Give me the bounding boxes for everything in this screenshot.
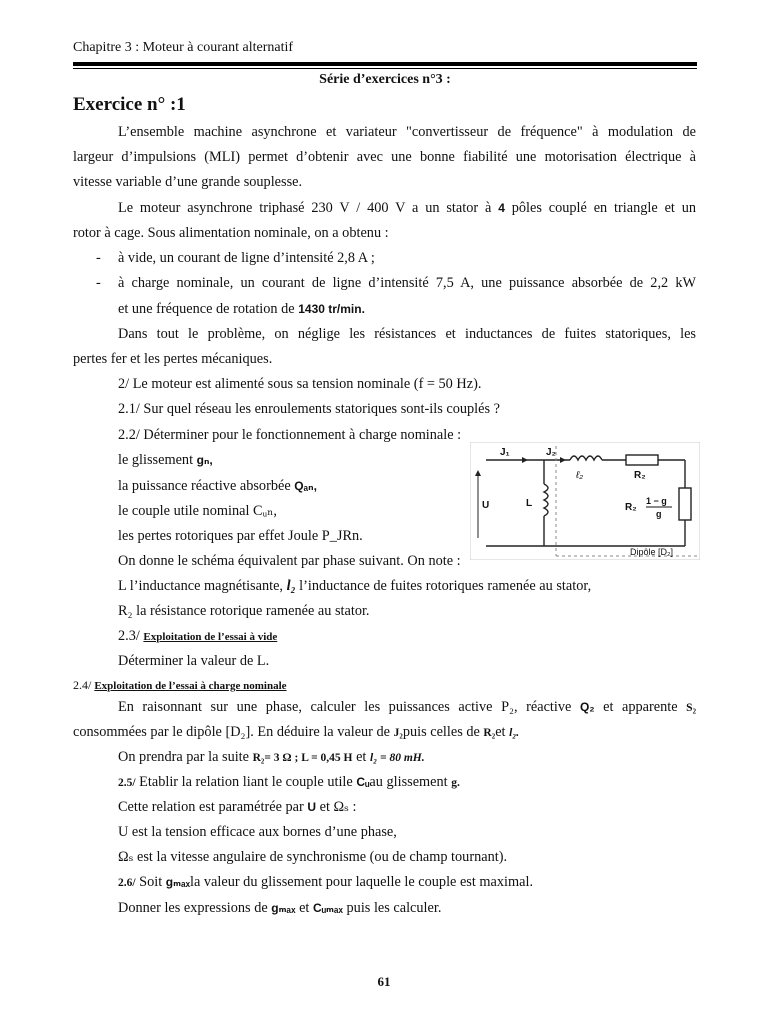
label-r2-load: R₂	[625, 502, 637, 513]
pole-count: 4	[498, 201, 505, 215]
values-l2: l₂ = 80 mH.	[369, 752, 425, 764]
label-j2: J₂	[546, 447, 557, 458]
label-fraction-den: g	[656, 509, 662, 519]
chapter-header: Chapitre 3 : Moteur à courant alternatif	[73, 40, 294, 55]
q2-4	[73, 676, 287, 695]
list-item-reactive	[118, 477, 317, 495]
param-and: et	[319, 799, 330, 815]
q2-3	[118, 627, 277, 646]
list-item-slip	[118, 451, 213, 469]
list-text: la puissance réactive absorbée	[118, 478, 291, 494]
exercise-title: Exercice n° :1	[73, 94, 186, 115]
final-text: Donner les expressions de	[118, 900, 268, 916]
symbol-gmax: gₘₐₓ	[165, 875, 190, 889]
p2-line-2: rotor à cage. Sous alimentation nominale, on a obtenu :	[73, 225, 389, 241]
header-rule	[73, 62, 697, 66]
p1-line-3: vitesse variable d’une grande souplesse.	[73, 174, 303, 190]
schema-line: On donne le schéma équivalent par phase suivant. On note :	[118, 553, 461, 569]
symbol-gmax: gₘₐₓ	[271, 901, 296, 915]
symbol-cu: Cᵤ	[356, 775, 370, 789]
q2-2: 2.2/ Déterminer pour le fonctionnement à charge nominale :	[118, 427, 462, 443]
q2-4-line-1	[118, 698, 696, 717]
q2-4-number: 2.4/	[73, 678, 92, 692]
bullet-1: à vide, un courant de ligne d’intensité 2,8 A ;	[118, 250, 375, 266]
q2-4-text: En raisonnant sur une phase, calculer les puissances active P₂, réactive	[118, 699, 572, 715]
inductance-line	[118, 577, 591, 595]
q2-1: 2.1/ Sur quel réseau les enroulements statoriques sont-ils couplés ?	[118, 401, 500, 417]
q2-5	[118, 773, 460, 792]
q2-3-title: Exploitation de l’essai à vide	[143, 631, 278, 643]
bullet-dash: -	[96, 275, 101, 291]
list-item-joule: les pertes rotoriques par effet Joule P_JRn.	[118, 528, 363, 544]
list-item-torque: le couple utile nominal Cᵤₙ,	[118, 503, 277, 519]
q2: 2/ Le moteur est alimenté sous sa tension nominale (f = 50 Hz).	[118, 376, 482, 392]
p3-line-2: pertes fer et les pertes mécaniques.	[73, 351, 273, 367]
resistance-line: R₂ la résistance rotorique ramenée au stator.	[118, 603, 370, 619]
omega-definition: Ωₛ est la vitesse angulaire de synchronisme (ou de champ tournant).	[118, 849, 508, 865]
equivalent-circuit-diagram	[470, 442, 700, 560]
label-l2: ℓ₂	[576, 470, 584, 481]
symbol-gn: gₙ,	[196, 453, 213, 467]
final-and: et	[299, 900, 310, 916]
inductance-text-b: l’inductance de fuites rotoriques ramenée au stator,	[299, 578, 592, 594]
symbol-l2: l₂	[286, 578, 296, 594]
q2-6-text: Soit	[139, 874, 163, 890]
param-text: Cette relation est paramétrée par	[118, 799, 304, 815]
symbol-u: U	[307, 800, 317, 814]
symbol-s2: S₂	[686, 702, 697, 714]
inductance-text: L l’inductance magnétisante,	[118, 578, 284, 594]
q2-4-text-b: et apparente	[603, 699, 678, 715]
u-definition: U est la tension efficace aux bornes d’une phase,	[118, 824, 397, 840]
bullet-dash: -	[96, 250, 101, 266]
values-text: On prendra par la suite	[118, 749, 250, 765]
param-line	[118, 798, 357, 816]
label-r2: R₂	[634, 470, 646, 481]
q2-5-number: 2.5/	[118, 777, 136, 789]
symbol-g: g.	[451, 777, 460, 789]
q2-4-title: Exploitation de l’essai à charge nominale	[94, 680, 287, 692]
final-text-b: puis les calculer.	[346, 900, 442, 916]
symbol-omega-s: Ωₛ :	[333, 799, 357, 815]
p2-text-b: pôles couplé en triangle et un	[511, 200, 697, 216]
q2-6	[118, 873, 533, 892]
symbol-j2: J₂	[393, 727, 403, 739]
series-title: Série d’exercices n°3 :	[319, 72, 451, 87]
q2-5-text-b: au glissement	[369, 774, 448, 790]
p2-text: Le moteur asynchrone triphasé 230 V / 400 V a un stator à	[118, 200, 492, 216]
symbol-cumax: Cᵤₘₐₓ	[312, 901, 343, 915]
q2-3-text: Déterminer la valeur de L.	[118, 653, 270, 669]
q2-3-number: 2.3/	[118, 628, 140, 644]
q2-4-text-e: et	[495, 724, 506, 740]
values-r2-l: R₂= 3 Ω ; L = 0,45 H	[252, 752, 353, 764]
q2-4-text-c: puis celles de	[402, 724, 480, 740]
label-dipole: Dipôle [D₂]	[630, 547, 674, 557]
bullet-2-cont	[118, 300, 365, 318]
p1-line-1: L’ensemble machine asynchrone et variateur "convertisseur de fréquence" à modulation de	[118, 124, 696, 140]
values-and: et	[356, 749, 367, 765]
q2-6-text-b: la valeur du glissement pour laquelle le couple est maximal.	[190, 874, 534, 890]
label-l: L	[526, 498, 533, 509]
symbol-qan: Qₐₙ,	[294, 479, 317, 493]
label-u: U	[482, 500, 490, 511]
label-j1: J₁	[500, 447, 510, 458]
symbol-q2: Q₂	[579, 700, 595, 714]
bullet-2-text: et une fréquence de rotation de	[118, 301, 295, 317]
p3-line-1: Dans tout le problème, on néglige les résistances et inductances de fuites statoriques, les	[118, 326, 696, 342]
q2-4-text: consommées par le dipôle [D₂]. En déduire la valeur de	[73, 724, 391, 740]
page-number: 61	[377, 974, 391, 989]
bullet-2: à charge nominale, un courant de ligne d’intensité 7,5 A, une puissance absorbée de 2,2 kW	[118, 275, 696, 291]
q2-6-number: 2.6/	[118, 877, 136, 889]
values-line	[118, 748, 425, 767]
p2-line-1	[118, 199, 696, 217]
q2-5-text: Etablir la relation liant le couple utile	[139, 774, 353, 790]
rotation-speed: 1430 tr/min.	[298, 302, 365, 316]
p1-line-2: largeur d’impulsions (MLI) permet d’obtenir avec une bonne fiabilité une motorisation électrique à	[73, 149, 696, 165]
list-text: le glissement	[118, 452, 194, 468]
label-fraction-num: 1 − g	[646, 496, 667, 506]
q2-4-line-2	[73, 723, 519, 742]
symbol-r2: R₂	[483, 727, 496, 739]
symbol-l2: l₂.	[509, 727, 520, 739]
final-line	[118, 899, 441, 917]
header-rule-thin	[73, 68, 697, 69]
